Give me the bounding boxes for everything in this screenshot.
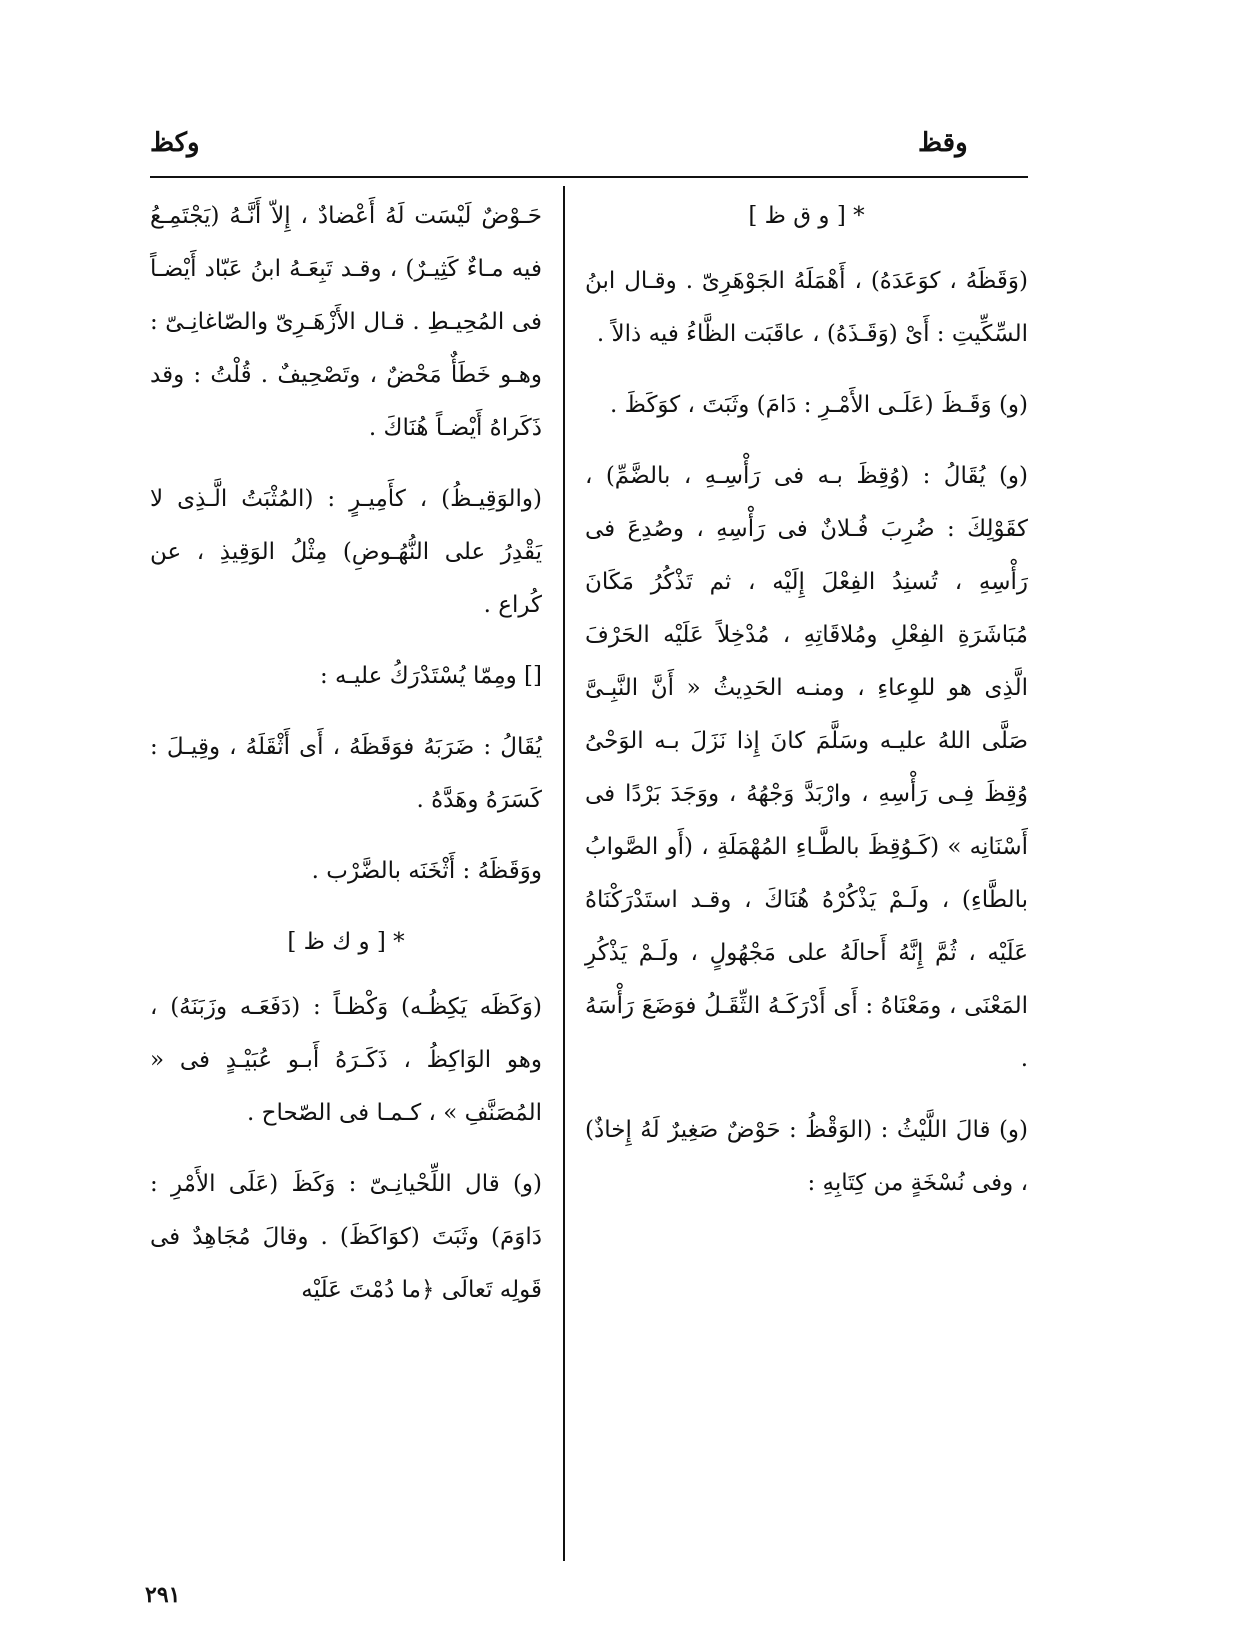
paragraph: (و) يُقَالُ : (وُقِظَ بـه فى رَأْسِـهِ ، بالضَّمِّ) ، كقَوْلِكَ : ضُرِبَ فُـلانٌ فى رَأْسِهِ ، وصُدِعَ فى رَأْسِهِ ، تُسنِدُ الفِعْلَ إِلَيْه ، ثم تَذْكُرُ مَكَانَ مُبَاشَرَةِ الفِعْلِ ومُلاقَاتِهِ ، مُدْخِلاً عَلَيْه الحَرْفَ الَّذِى هو للوِعاءِ ، ومنـه الحَدِيثُ « أَنَّ النَّبِـىَّ صَلَّى اللهُ عليـه وسَلَّمَ كانَ إِذا نَزَلَ بـه الوَحْىُ وُقِظَ فِـى رَأْسِهِ ، وارْبَدَّ وَجْهُهُ ، ووَجَدَ بَرْدًا فى أَسْنَانِه » (كَـوُقِظَ بالطَّـاءِ المُهْمَلَةِ ، (أَو الصَّوابُ بالطَّاءِ) ، ولَـمْ يَذْكُرْهُ هُنَاكَ ، وقـد استَدْرَكْنَاهُ عَلَيْه ، ثُمَّ إِنَّهُ أَحالَهُ على مَجْهُولٍ ، ولَـمْ يَذْكُرِ المَعْنَى ، ومَعْنَاهُ : أَى أَدْرَكَـهُ الثِّقَـلُ فوَضَعَ رَأْسَهُ . [585, 463, 1028, 1072]
header-rule [150, 176, 1028, 178]
paragraph: يُقَالُ : ضَرَبَهُ فوَقَظَهُ ، أَى أَثْقَلَهُ ، وقِيـلَ : كَسَرَهُ وهَدَّهُ . [150, 734, 542, 813]
paragraph: (و) قال اللِّحْيانِـىّ : وَكَظَ (عَلَى الأَمْرِ : دَاوَمَ) وثَبَتَ (كوَاكَظَ) . وقالَ مُجَاهِدٌ فى قَولِه تَعالَى ﴿ما دُمْتَ عَلَيْه [150, 1171, 542, 1303]
running-head-left: وكظ [150, 128, 200, 158]
paragraph: حَـوْضٌ لَيْسَت لَهُ أَعْضادٌ ، إِلاّ أَنَّـهُ (يَجْتَمِـعُ فيه مـاءٌ كَثِيـرٌ) ، وقـد تَبِعَـهُ ابنُ عَبّاد أَيْضـاً فى المُحِيـطِ . قـال الأَزْهَـرِىّ والصّاغانِـىّ : وهـو خَطَأٌ مَحْضٌ ، وتَصْحِيفٌ . قُلْتُ : وقد ذَكَراهُ أَيْضـاً هُنَاكَ . [150, 203, 542, 441]
entry-heading-wkz: * [ و ك ظ ] [287, 929, 405, 955]
paragraph: (وَكَظَه يَكِظُـه) وَكْظـاً : (دَفَعَـه وزَبَنَهُ) ، وهو الوَاكِظُ ، ذَكَـرَهُ أَبـو عُبَيْـدٍ فى « المُصَنَّفِ » ، كـمـا فى الصّحاح . [150, 994, 542, 1126]
paragraph: ووَقَظَهُ : أَثْخَنَه بالضَّرْب . [311, 858, 542, 884]
paragraph: (وَقَظَهُ ، كوَعَدَهُ) ، أَهْمَلَهُ الجَوْهَرِىّ . وقـال ابنُ السِّكِّيتِ : أَىْ (وَقَـذَهُ) ، عاقَبَت الظَّاءُ فيه ذالاً . [585, 268, 1028, 347]
paragraph: (والوَقِيـظُ) ، كأَمِيـرٍ : (المُثْبَتُ الَّـذِى لا يَقْدِرُ على النُّهُـوضِ) مِثْلُ الوَقِيذِ ، عن كُراع . [150, 486, 542, 618]
left-column [150, 190, 542, 1335]
page-number: ٢٩١ [145, 1582, 181, 1608]
paragraph: (و) قالَ اللَّيْثُ : (الوَقْظُ : حَوْضٌ صَغِيرٌ لَهُ إِخاذٌ) ، وفى نُسْخَةٍ من كِتَابِهِ : [585, 1117, 1028, 1196]
paragraph: (و) وَقَـظَ (عَلَـى الأَمْـرِ : دَامَ) وثَبَتَ ، كوَكَظَ . [610, 392, 1028, 418]
paragraph: [] ومِمّا يُسْتَدْرَكُ عليـه : [319, 663, 542, 689]
entry-heading-wqz: * [ و ق ظ ] [748, 203, 865, 229]
right-column [585, 190, 1028, 1228]
column-divider [563, 186, 565, 1561]
running-head-right: وقظ [918, 128, 968, 158]
